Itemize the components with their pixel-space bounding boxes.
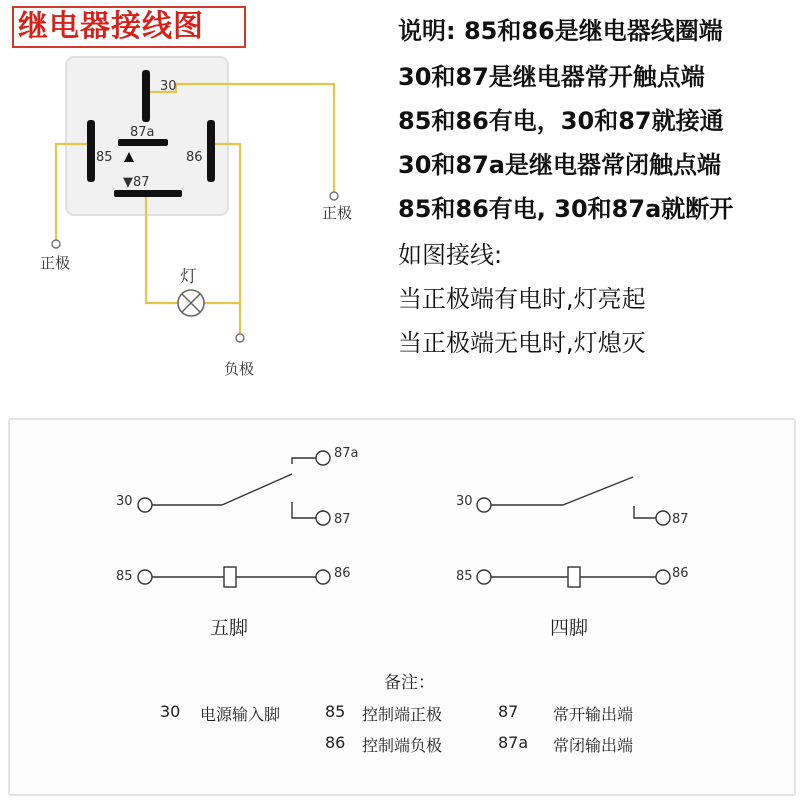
note-87-desc: 常开输出端 xyxy=(553,705,634,724)
four-pin-86-label: 86 xyxy=(672,566,689,581)
five-pin-30-terminal xyxy=(138,498,152,512)
five-pin-85-label: 85 xyxy=(116,569,133,584)
four-pin-87-label: 87 xyxy=(672,512,689,527)
five-pin-relay xyxy=(138,451,330,587)
desc-line-5: 85和86有电, 30和87a就断开 xyxy=(398,195,734,223)
four-pin-85-terminal xyxy=(477,570,491,584)
label-left-positive: 正极 xyxy=(40,254,71,272)
note-86-desc: 控制端负极 xyxy=(362,736,443,755)
four-pin-85-label: 85 xyxy=(456,569,473,584)
five-pin-title: 五脚 xyxy=(210,617,249,639)
five-pin-87a-label: 87a xyxy=(334,446,359,461)
five-pin-switch-arm xyxy=(222,474,292,505)
label-negative: 负极 xyxy=(224,360,255,378)
five-pin-87a-terminal xyxy=(316,451,330,465)
desc-line-2: 30和87是继电器常开触点端 xyxy=(398,63,705,91)
four-pin-relay xyxy=(477,477,670,587)
five-pin-87-terminal xyxy=(316,511,330,525)
four-pin-30-label: 30 xyxy=(456,494,473,509)
desc-line-7: 当正极端有电时,灯亮起 xyxy=(398,285,646,313)
four-pin-86-terminal xyxy=(656,570,670,584)
desc-line-3: 85和86有电，30和87就接通 xyxy=(398,107,724,135)
pin-85-bar xyxy=(87,120,95,182)
pin-86-label: 86 xyxy=(186,150,203,165)
four-pin-coil xyxy=(568,567,580,587)
terminal-left-positive xyxy=(52,240,60,248)
label-right-positive: 正极 xyxy=(322,204,353,222)
five-pin-85-terminal xyxy=(138,570,152,584)
five-pin-87-label: 87 xyxy=(334,512,351,527)
pin-85-label: 85 xyxy=(96,150,113,165)
pin-30-bar xyxy=(142,70,150,122)
terminal-negative xyxy=(236,334,244,342)
four-pin-30-terminal xyxy=(477,498,491,512)
note-86-pin: 86 xyxy=(325,733,346,752)
desc-line-8: 当正极端无电时,灯熄灭 xyxy=(398,329,646,357)
lamp-label: 灯 xyxy=(180,267,197,287)
pin-30-label: 30 xyxy=(160,79,177,94)
pin-87-bar xyxy=(114,190,182,197)
notes-title: 备注： xyxy=(384,673,435,693)
pin-87a-label: 87a xyxy=(130,125,155,140)
note-30-desc: 电源输入脚 xyxy=(200,705,281,724)
note-87a-desc: 常闭输出端 xyxy=(553,736,634,755)
five-pin-coil xyxy=(224,567,236,587)
five-pin-86-terminal xyxy=(316,570,330,584)
four-pin-title: 四脚 xyxy=(550,617,589,639)
note-87-pin: 87 xyxy=(498,702,519,721)
pin-87a-bar xyxy=(118,139,168,146)
pin-86-bar xyxy=(207,120,215,182)
five-pin-86-label: 86 xyxy=(334,566,351,581)
note-85-desc: 控制端正极 xyxy=(362,705,443,724)
desc-line-1: 说明: 85和86是继电器线圈端 xyxy=(398,17,723,45)
note-87a-pin: 87a xyxy=(498,733,529,752)
pin-87-label: ▼87 xyxy=(123,175,150,190)
five-pin-30-label: 30 xyxy=(116,494,133,509)
desc-line-6: 如图接线: xyxy=(398,241,503,269)
four-pin-switch-arm xyxy=(563,477,633,505)
note-30-pin: 30 xyxy=(160,702,181,721)
four-pin-87-terminal xyxy=(656,511,670,525)
diagram-title: 继电器接线图 xyxy=(12,6,246,48)
desc-line-4: 30和87a是继电器常闭触点端 xyxy=(398,151,721,179)
note-85-pin: 85 xyxy=(325,702,346,721)
terminal-right-positive xyxy=(330,192,338,200)
